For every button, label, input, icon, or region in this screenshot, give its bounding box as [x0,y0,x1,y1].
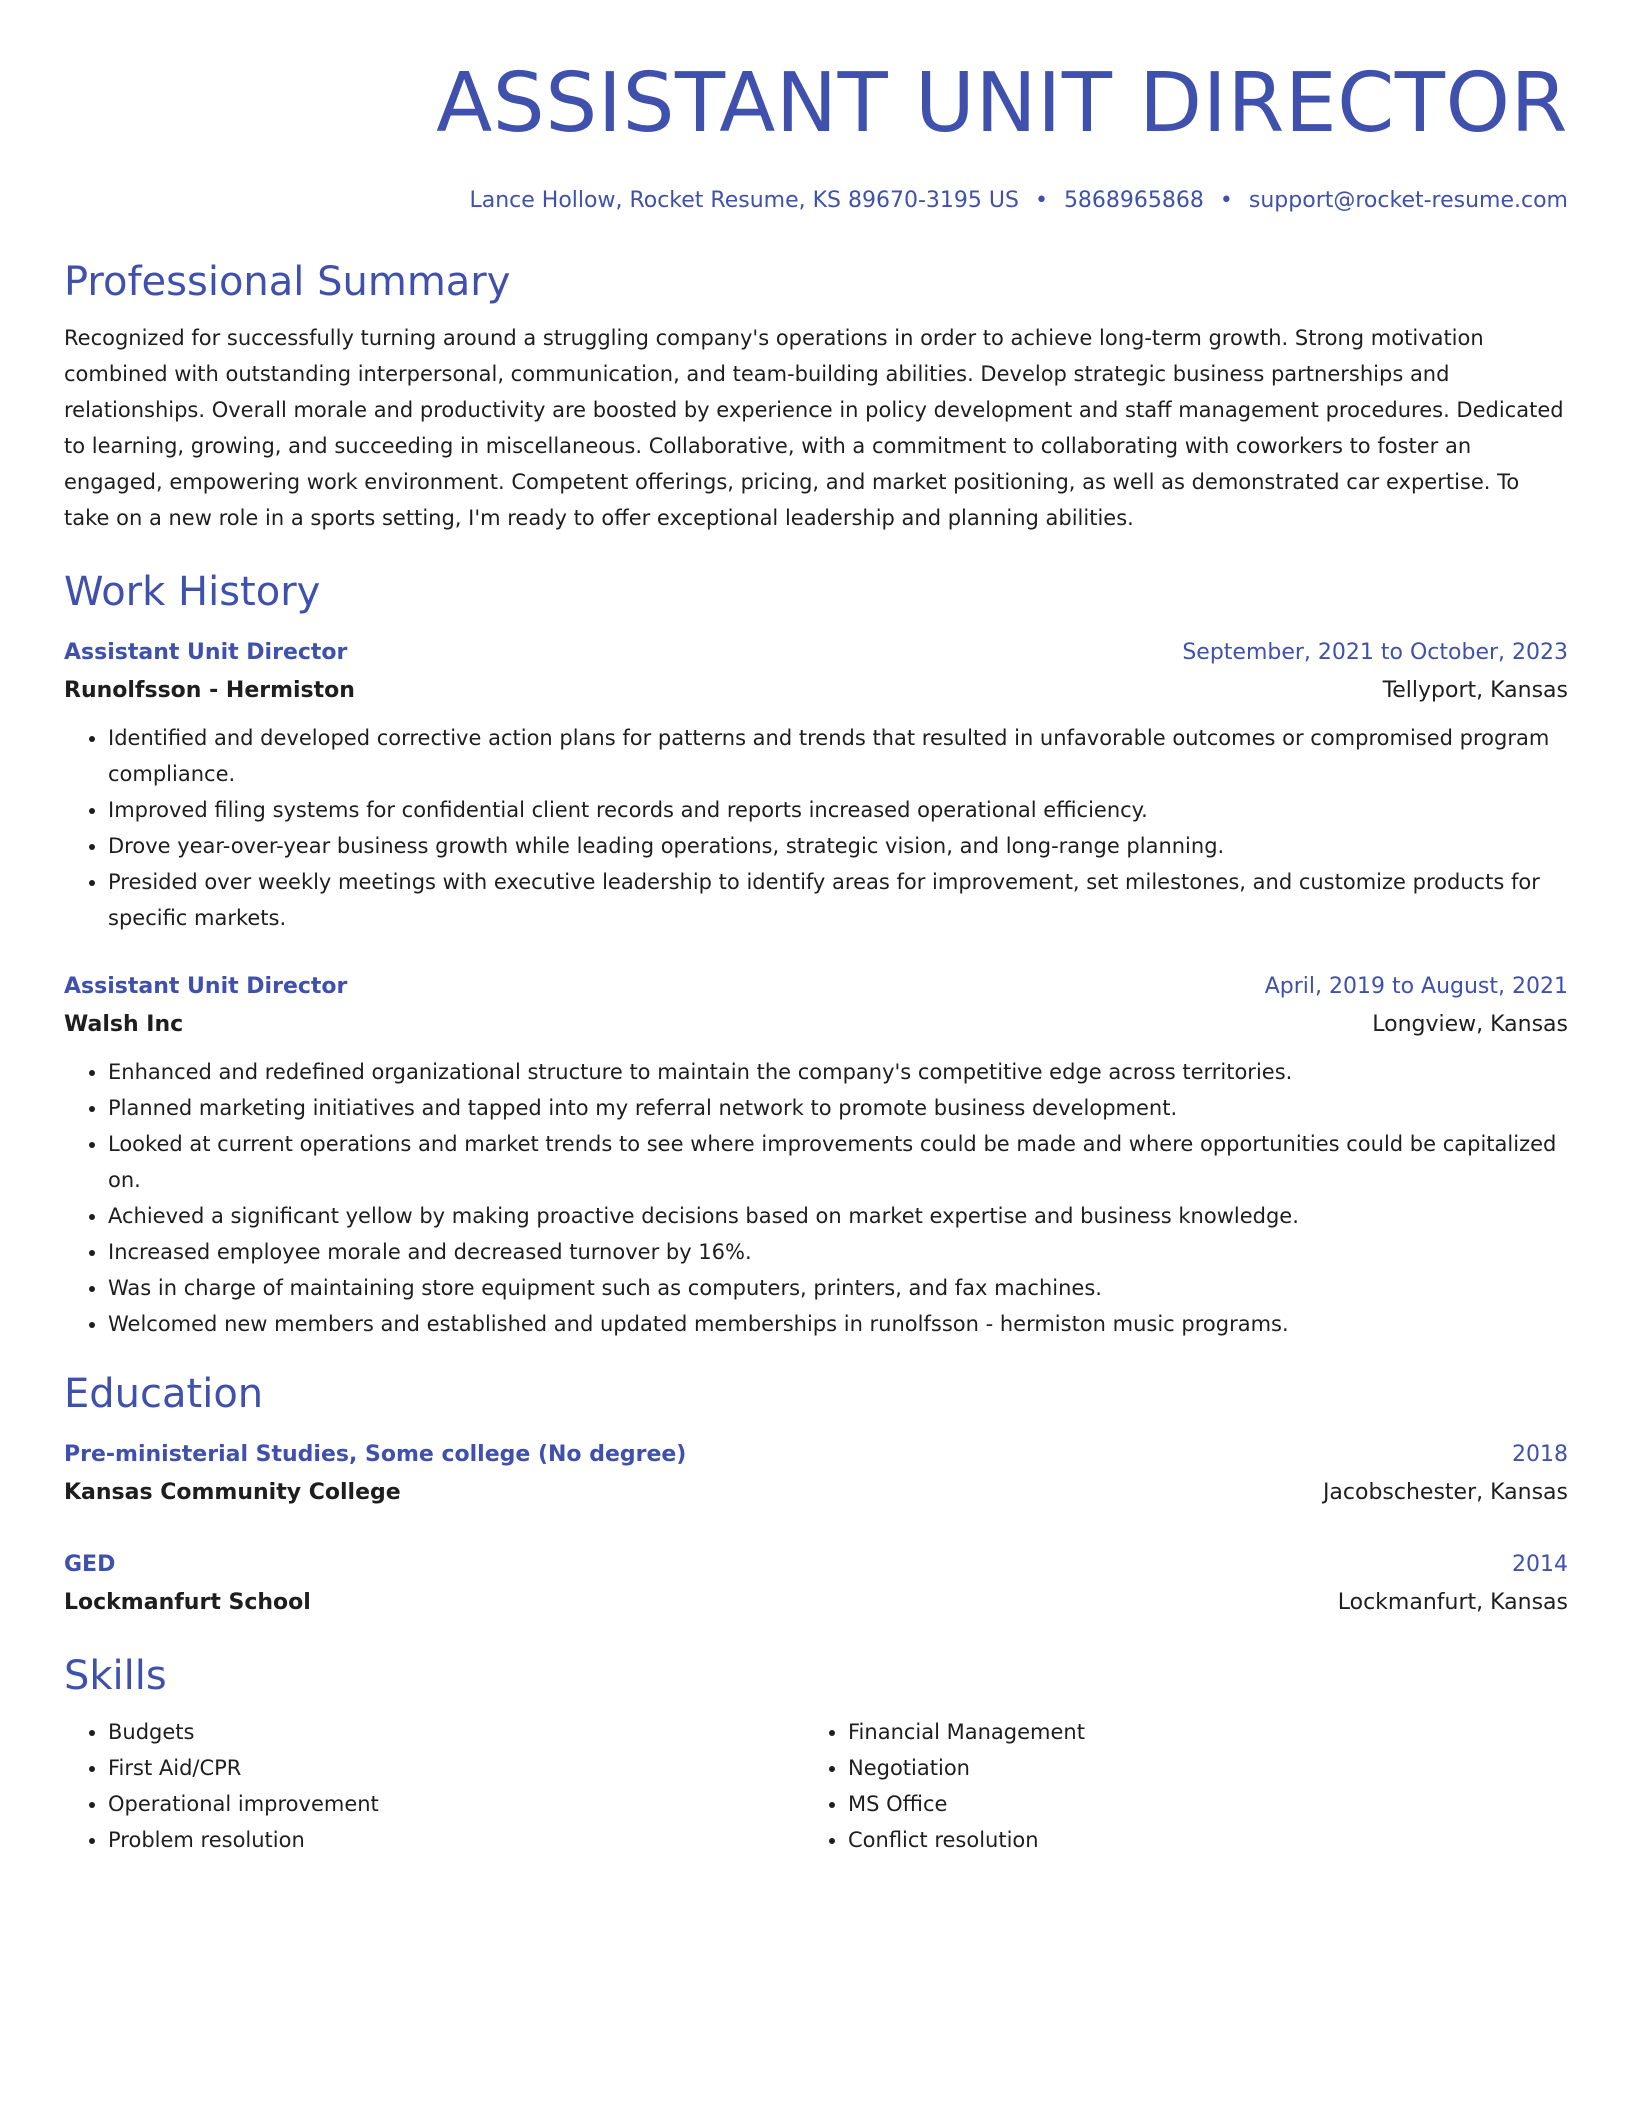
contact-address: Lance Hollow, Rocket Resume, KS 89670-3195 US [469,188,1019,213]
education-degree: GED [64,1552,116,1577]
job-company-row [64,672,1568,710]
list-item: • Looked at current operations and market trends to see where improvements could be made and where opportunities could be capitalized on. [108,1126,1568,1198]
skills-column-right [804,1714,1544,1858]
job-company: Walsh Inc [64,1012,184,1037]
job-bullets [64,720,1568,936]
education-location: Lockmanfurt, Kansas [1337,1590,1568,1615]
job-entry [64,968,1568,1342]
contact-email: support@rocket-resume.com [1248,188,1568,213]
job-bullets [64,1054,1568,1342]
list-item: • Identified and developed corrective action plans for patterns and trends that resulted in unfavorable outcomes or compromised program compliance. [108,720,1568,792]
resume-title: ASSISTANT UNIT DIRECTOR [436,56,1568,151]
job-location: Tellyport, Kansas [1382,678,1568,703]
education-year: 2014 [1512,1552,1568,1577]
skills-section [64,1652,1568,1858]
skill-item: • First Aid/CPR [108,1750,804,1786]
list-item: • Planned marketing initiatives and tapped into my referral network to promote business development. [108,1090,1568,1126]
section-title: Work History [64,569,321,615]
job-role: Assistant Unit Director [64,640,348,665]
job-entry [64,634,1568,936]
summary-text: Recognized for successfully turning around a struggling company's operations in order to achieve long-term growth. Strong motivation combined with outstanding interpersonal, communication, and team-building abilities. Develop strategic business partnerships and relationships. Overall morale and productivity are boosted by experience in policy development and staff management procedures. Dedicated to learning, growing, and succeeding in miscellaneous. Collaborative, with a commitment to collaborating with coworkers to foster an engaged, empowering work environment. Competent offerings, pricing, and market positioning, as well as demonstrated car expertise. To take on a new role in a sports setting, I'm ready to offer exceptional leadership and planning abilities. [64,326,1564,530]
job-header-row [64,968,1568,1006]
skill-item: • Financial Management [848,1714,1544,1750]
job-company-row [64,1006,1568,1044]
skill-item: • Conflict resolution [848,1822,1544,1858]
list-item: • Presided over weekly meetings with executive leadership to identify areas for improvement, set milestones, and customize products for specific markets. [108,864,1568,936]
contact-separator: • [1034,188,1048,213]
job-period: April, 2019 to August, 2021 [1264,974,1568,999]
job-period: September, 2021 to October, 2023 [1182,640,1568,665]
professional-summary-section [64,258,1568,536]
list-item: • Welcomed new members and established and updated memberships in runolfsson - hermiston music programs. [108,1306,1568,1342]
list-item: • Was in charge of maintaining store equipment such as computers, printers, and fax machines. [108,1270,1568,1306]
education-header-row [64,1546,1568,1584]
education-school-row [64,1584,1568,1622]
list-item: • Drove year-over-year business growth while leading operations, strategic vision, and long-range planning. [108,828,1568,864]
education-entry [64,1546,1568,1622]
contact-phone: 5868965868 [1063,188,1204,213]
resume-header [64,56,1568,216]
education-location: Jacobschester, Kansas [1322,1480,1568,1505]
education-year: 2018 [1512,1442,1568,1467]
education-header-row [64,1436,1568,1474]
list-item: • Improved filing systems for confidential client records and reports increased operational efficiency. [108,792,1568,828]
education-degree: Pre-ministerial Studies, Some college (No degree) [64,1442,687,1467]
list-item: • Achieved a significant yellow by making proactive decisions based on market expertise and business knowledge. [108,1198,1568,1234]
skills-column-left [64,1714,804,1858]
job-header-row [64,634,1568,672]
section-title: Education [64,1371,264,1417]
list-item: • Enhanced and redefined organizational structure to maintain the company's competitive edge across territories. [108,1054,1568,1090]
education-entry [64,1436,1568,1512]
skill-item: • Negotiation [848,1750,1544,1786]
job-company: Runolfsson - Hermiston [64,678,355,703]
skill-item: • Problem resolution [108,1822,804,1858]
contact-separator: • [1219,188,1233,213]
education-school-row [64,1474,1568,1512]
list-item: • Increased employee morale and decreased turnover by 16%. [108,1234,1568,1270]
skill-item: • Operational improvement [108,1786,804,1822]
work-history-section [64,568,1568,1342]
section-title: Professional Summary [64,259,511,305]
skill-item: • MS Office [848,1786,1544,1822]
job-location: Longview, Kansas [1372,1012,1568,1037]
education-school: Lockmanfurt School [64,1590,311,1615]
contact-line [64,186,1568,216]
education-school: Kansas Community College [64,1480,401,1505]
job-role: Assistant Unit Director [64,974,348,999]
education-section [64,1370,1568,1622]
skill-item: • Budgets [108,1714,804,1750]
skills-grid [64,1714,1568,1858]
section-title: Skills [64,1653,167,1699]
